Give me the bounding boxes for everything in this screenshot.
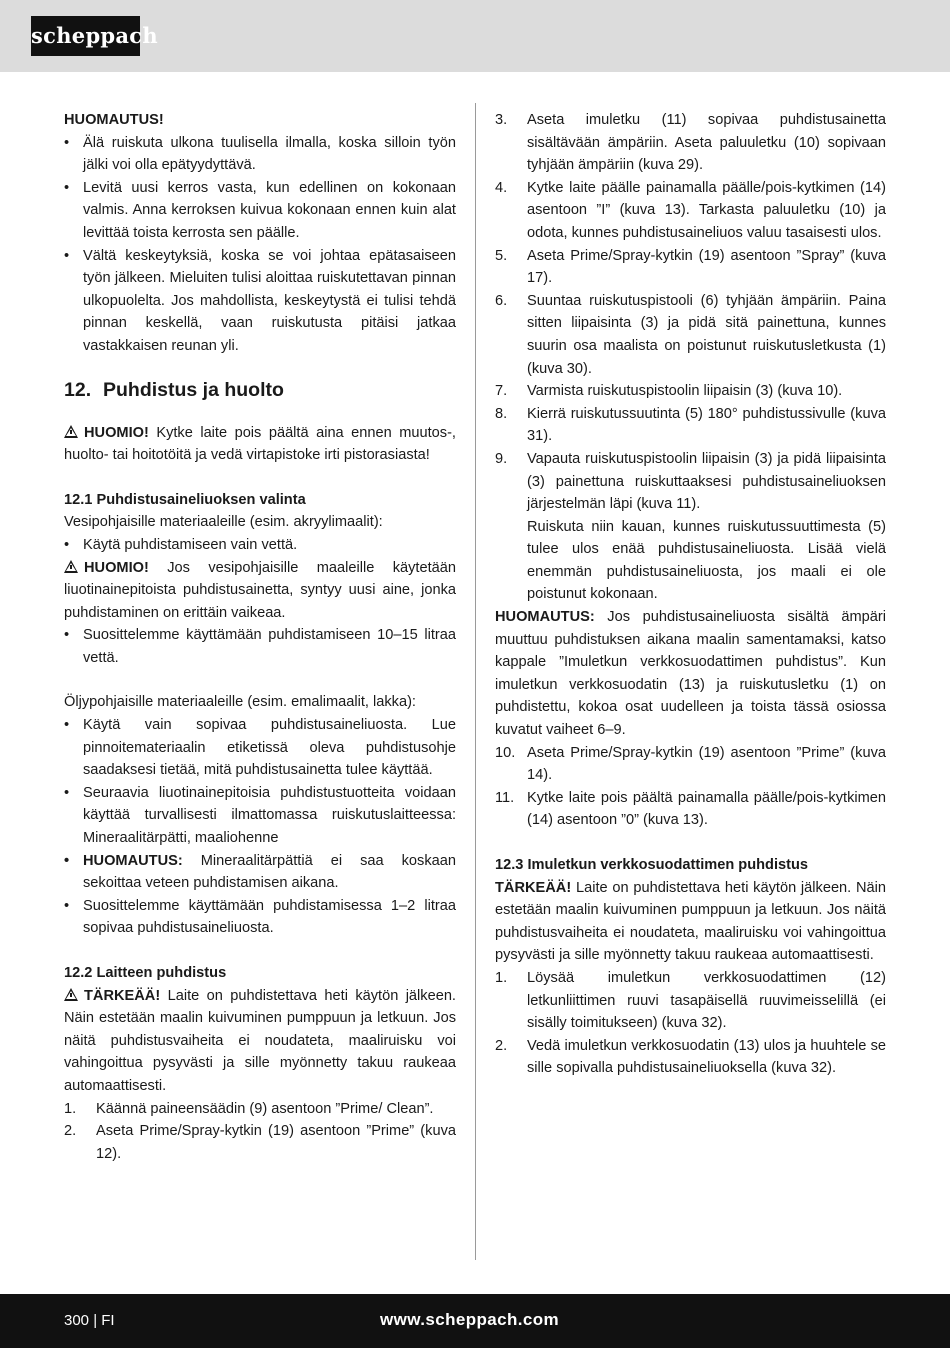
step-text: Käännä paineensäädin (9) asentoon ”Prime/ Clean”. (96, 1100, 434, 1117)
step-text: Kytke laite pois päältä painamalla päälle/pois-kytkimen (14) asentoon ”0” (kuva 13). (527, 789, 886, 829)
step-number: 2. (495, 1037, 508, 1054)
step-extra-text: Ruiskuta niin kauan, kunnes ruiskutussuuttimesta (5) tulee ulos enää puhdistusaineliuosta. Lisää vielä enemmän puhdistusaineliuosta, jos maali ei ole poistunut kokonaan. (527, 518, 886, 603)
subsection-heading-12-2: 12.2 Laitteen puhdistus (64, 965, 227, 981)
warning-label: HUOMIO! (84, 559, 149, 576)
step-text: Aseta imuletku (11) sopivaa puhdistusainetta sisältävään ämpäriin. Aseta paluuletku (10) sopivaan tyhjään ämpäriin (kuva 29). (527, 112, 886, 174)
warning-paragraph (64, 557, 456, 625)
list-item: • Käytä puhdistamiseen vain vettä. (64, 536, 298, 553)
warning-triangle-icon (64, 988, 78, 1001)
list-item (495, 403, 886, 448)
step-number: 5. (495, 247, 508, 264)
subsection-heading-12-1: 12.1 Puhdistusaineliuoksen valinta (64, 491, 306, 508)
list-item-text: Käytä puhdistamiseen vain vettä. (83, 536, 298, 553)
page-footer (0, 1294, 950, 1348)
step-number: 4. (495, 179, 508, 196)
website-link[interactable]: www.scheppach.com (380, 1310, 560, 1329)
step-number: 11. (495, 789, 515, 806)
list-item (64, 1120, 456, 1165)
left-column (64, 109, 456, 1165)
step-text: Aseta Prime/Spray-kytkin (19) asentoon ”Prime” (kuva 12). (96, 1123, 456, 1162)
list-item (495, 742, 886, 787)
warning-triangle-icon (64, 560, 78, 573)
list-item: • HUOMAUTUS: Mineraalitärpättiä ei saa koskaan sekoittaa veteen puhdistamisen aikana. (64, 852, 456, 892)
cleaning-steps-final (495, 742, 886, 832)
list-item (495, 245, 886, 290)
note-text: Jos puhdistusaineliuosta sisältä ämpäri muuttuu puhdistuksen aikana maalin samentamaksi, katso kappale ”Imuletkun verkkosuodattimen puhdistus”. Kun imuletkun verkkosuodatin (13) ja ruiskutusletku (1) on puhdistettu, kokoa osat uudelleen ja toista tässä osiossa kuvatut vaiheet 6–9. (495, 609, 886, 739)
list-item-text: Käytä vain sopivaa puhdistusaineliuosta. Lue pinnoitemateriaalin etiketissä oleva puhdistusohje saadaksesi tietää, mitä puhdistusainetta tulee käyttää. (83, 717, 456, 779)
warning-triangle-icon (64, 425, 78, 438)
column-divider (475, 103, 476, 1260)
list-item (495, 448, 886, 606)
step-number: 10. (495, 744, 516, 761)
list-item (495, 380, 886, 403)
list-item-text: Mineraalitärpättiä ei saa koskaan sekoittaa veteen puhdistamisen aikana. (83, 852, 456, 892)
list-item-text: Suosittelemme käyttämään puhdistamisessa 1–2 litraa sopivaa puhdistusaineliuosta. (83, 897, 456, 937)
step-text: Löysää imuletkun verkkosuodattimen (12) letkunliittimen ruuvi tasapäisellä ruuvimeisselillä (ei sisälly toimitukseen) (kuva 32). (527, 969, 886, 1032)
step-text: Kytke laite päälle painamalla päälle/pois-kytkimen (14) asentoon ”I” (kuva 13). Tarkasta paluuletku (10) ja odota, kunnes puhdistusaineliuos valuu tasaisesti ulos. (527, 179, 886, 241)
note-paragraph (495, 606, 886, 742)
list-item (495, 787, 886, 832)
important-paragraph (495, 877, 886, 967)
section-heading-12 (64, 377, 456, 403)
step-text: Aseta Prime/Spray-kytkin (19) asentoon ”Spray” (kuva 17). (527, 247, 886, 287)
list-item (495, 1035, 886, 1080)
subsection-heading-12-3: 12.3 Imuletkun verkkosuodattimen puhdistus (495, 857, 809, 873)
step-text: Vapauta ruiskutuspistoolin liipaisin (3) ja pidä liipaisinta (3) painettuna ruiskuttaaksesi puhdistusaineliuoksen järjestelmän läpi (kuva 11). (527, 450, 886, 513)
oil-bullet-list (64, 714, 456, 940)
list-item (495, 967, 886, 1035)
warning-label: HUOMIO! (84, 424, 149, 441)
list-item-text: Levitä uusi kerros vasta, kun edellinen on kokonaan valmis. Anna kerroksen kuivua kokonaan ennen kuin alat levittää toista kerrosta sen päälle. (83, 179, 456, 241)
important-label: TÄRKEÄÄ! (84, 987, 161, 1004)
list-item: • Suosittelemme käyttämään puhdistamiseen 10–15 litraa vettä. (64, 627, 456, 666)
list-item-text: Vältä keskeytyksiä, koska se voi johtaa epätasaiseen työn jälkeen. Mieluiten tulisi aloittaa ruiskutettavan pinnan ulkopuolelta. Jos mahdollista, keskeytystä ei tulisi tehdä pinnan keskellä, vaan ruiskutusta pitäisi jatkaa vastakkaisen reunan yli. (83, 247, 456, 354)
right-column (495, 109, 886, 1080)
important-paragraph (64, 985, 456, 1098)
list-item (64, 1098, 456, 1121)
list-item-text: Älä ruiskuta ulkona tuulisella ilmalla, koska silloin työn jälki voi olla epätyydyttävä. (83, 134, 456, 174)
note-bullet-list (64, 132, 456, 358)
list-item: • Älä ruiskuta ulkona tuulisella ilmalla, koska silloin työn jälki voi olla epätyydyttävä. (64, 134, 456, 174)
list-item (495, 177, 886, 245)
oil-based-intro: Öljypohjaisille materiaaleille (esim. emalimaalit, lakka): (64, 694, 416, 711)
important-text: Laite on puhdistettava heti käytön jälkeen. Näin estetään maalin kuivuminen pumppuun ja letkuun. Jos näitä puhdistusvaiheita ei noudateta, maaliruisku voi vahingoittua pysyvästi ja sille myönnetty takuu raukeaa automaattisesti. (495, 879, 886, 964)
water-bullet-list (64, 534, 456, 557)
step-text: Varmista ruiskutuspistoolin liipaisin (3) (kuva 10). (527, 383, 843, 400)
step-number: 1. (495, 969, 508, 986)
step-number: 8. (495, 405, 508, 422)
warning-paragraph (64, 422, 456, 467)
list-item: • Seuraavia liuotinainepitoisia puhdistustuotteita voidaan käyttää turvallisesti ilmattomassa ruiskutuslaitteessa: Mineraalitärpätti, maaliohenne (64, 784, 456, 847)
list-item (495, 290, 886, 380)
cleaning-steps (64, 1098, 456, 1166)
step-text: Suuntaa ruiskutuspistooli (6) tyhjään ämpäriin. Paina sitten liipaisinta (3) ja pidä sitä painettuna, kunnes suurin osa maalista on poistunut ruiskutusletkusta (1) (kuva 30). (527, 292, 886, 377)
step-number: 1. (64, 1100, 77, 1117)
list-item (495, 109, 886, 177)
warning-text: Jos vesipohjaisille maaleille käytetään liuotinainepitoista puhdistusainetta, syntyy uusi aine, jonka puhdistaminen on erittäin vaikeaa. (64, 559, 456, 621)
list-item: • Käytä vain sopivaa puhdistusaineliuosta. Lue pinnoitemateriaalin etiketissä oleva puhdistusohje saadaksesi tietää, mitä puhdistusainetta tulee käyttää. (64, 717, 456, 779)
note-title: HUOMAUTUS! (64, 112, 164, 128)
note-label: HUOMAUTUS: (495, 609, 595, 626)
filter-cleaning-steps (495, 967, 886, 1080)
step-text: Aseta Prime/Spray-kytkin (19) asentoon ”Prime” (kuva 14). (527, 744, 886, 784)
list-item: • Levitä uusi kerros vasta, kun edellinen on kokonaan valmis. Anna kerroksen kuivua kokonaan ennen kuin alat levittää toista kerrosta sen päälle. (64, 179, 456, 241)
step-number: 7. (495, 383, 508, 400)
step-text: Vedä imuletkun verkkosuodatin (13) ulos ja huuhtele se sille sopivalla puhdistusaineliuoksella (kuva 32). (527, 1037, 886, 1077)
list-item: • Vältä keskeytyksiä, koska se voi johtaa epätasaiseen työn jälkeen. Mieluiten tulisi aloittaa ruiskutettavan pinnan ulkopuolelta. Jos mahdollista, keskeytystä ei tulisi tehdä pinnan keskellä, vaan ruiskutusta pitäisi jatkaa vastakkaisen reunan yli. (64, 247, 456, 354)
warning-text: Kytke laite pois päältä aina ennen muutos-, huolto- tai hoitotöitä ja vedä virtapistoke irti pistorasiasta! (64, 424, 456, 464)
note-label: HUOMAUTUS: (83, 852, 183, 869)
step-number: 9. (495, 450, 508, 467)
list-item-text: Seuraavia liuotinainepitoisia puhdistustuotteita voidaan käyttää turvallisesti ilmattomassa ruiskutuslaitteessa: Mineraalitärpätti, maaliohenne (83, 784, 456, 847)
list-item: • Suosittelemme käyttämään puhdistamisessa 1–2 litraa sopivaa puhdistusaineliuosta. (64, 897, 456, 937)
step-number: 3. (495, 112, 508, 128)
step-number: 2. (64, 1123, 77, 1140)
section-number: 12. (64, 378, 92, 401)
scheppach-logo: scheppach (31, 16, 140, 56)
water-bullet-list-2 (64, 624, 456, 669)
list-item-text: Suosittelemme käyttämään puhdistamiseen 10–15 litraa vettä. (83, 627, 456, 666)
important-text: Laite on puhdistettava heti käytön jälkeen. Näin estetään maalin kuivuminen pumppuun ja letkuun. Jos näitä puhdistusvaiheita ei noudateta, maaliruisku voi vahingoittua pysyvästi ja sille myönnetty takuu raukeaa automaattisesti. (64, 987, 456, 1094)
section-title: Puhdistus ja huolto (103, 378, 284, 401)
page-header (0, 0, 950, 72)
water-based-intro: Vesipohjaisille materiaaleille (esim. akryylimaalit): (64, 514, 383, 531)
step-number: 6. (495, 292, 508, 309)
page-number: 300 | FI (64, 1312, 115, 1329)
cleaning-steps-continued (495, 109, 886, 606)
important-label: TÄRKEÄÄ! (495, 879, 572, 896)
step-text: Kierrä ruiskutussuutinta (5) 180° puhdistussivulle (kuva 31). (527, 405, 886, 445)
